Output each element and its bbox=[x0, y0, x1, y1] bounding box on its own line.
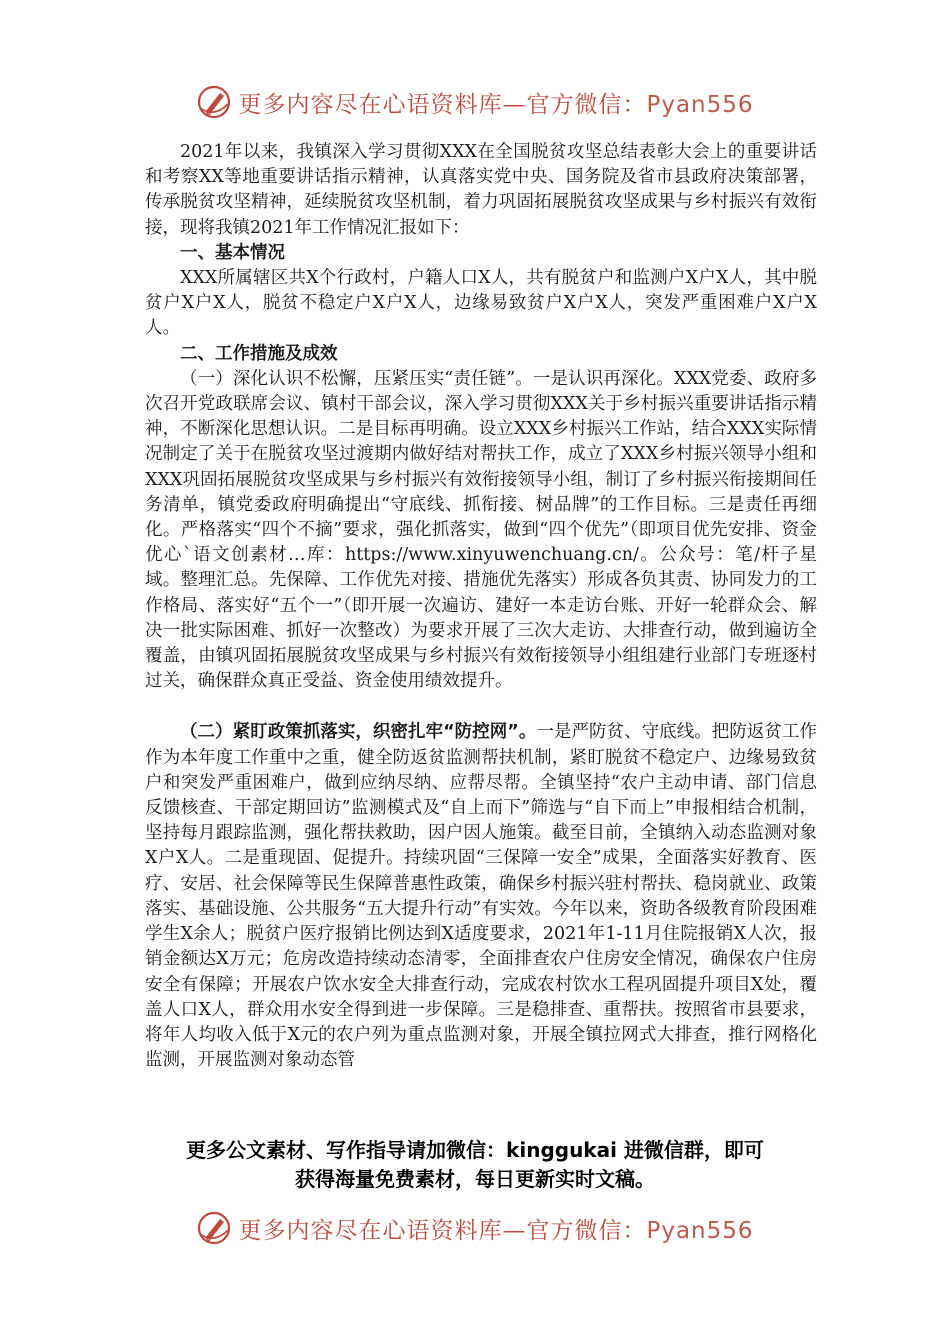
banner-text: 更多内容尽在心语资料库—官方微信：Pyan556 bbox=[238, 91, 754, 118]
measure-paragraph-2 bbox=[145, 720, 817, 1073]
banner-text: 更多内容尽在心语资料库—官方微信：Pyan556 bbox=[238, 1217, 754, 1244]
basic-situation-paragraph: XXX所属辖区共X个行政村，户籍人口X人，共有脱贫户和监测户X户X人，其中脱贫户X户X人，脱贫不稳定户X户X人，边缘易致贫户X户X人，突发严重困难户X户X人。 bbox=[145, 268, 817, 339]
wechat-notice bbox=[120, 1136, 830, 1194]
header-watermark-banner bbox=[0, 82, 950, 122]
document-body bbox=[145, 140, 817, 1073]
section-heading-measures: 二、工作措施及成效 bbox=[180, 343, 338, 364]
measure-paragraph-2-body: 一是严防贫、守底线。把防返贫工作作为本年度工作重中之重，健全防返贫监测帮扶机制，紧盯脱贫不稳定户、边缘易致贫户和突发严重困难户，做到应纳尽纳、应帮尽帮。全镇坚持“农户主动申请、部门信息反馈核查、干部定期回访”监测模式及“自上而下”筛选与“自下而上”申报相结合机制，坚持每月跟踪监测，强化帮扶救助，因户因人施策。截至目前，全镇纳入动态监测对象X户X人。二是重现固、促提升。持续巩固“三保障一安全”成果，全面落实好教育、医疗、安居、社会保障等民生保障普惠性政策，确保乡村振兴驻村帮扶、稳岗就业、政策落实、基础设施、公共服务“五大提升行动”有实效。今年以来，资助各级教育阶段困难学生X余人；脱贫户医疗报销比例达到X适度要求，2021年1-11月住院报销X人次，报销金额达X万元；危房改造持续动态清零，全面排查农户住房安全情况，确保农户住房安全有保障；开展农户饮水安全大排查行动，完成农村饮水工程巩固提升项目X处，覆盖人口X人，群众用水安全得到进一步保障。三是稳排查、重帮扶。按照省市县要求，将年人均收入低于X元的农户列为重点监测对象，开展全镇拉网式大排查，推行网格化监测，开展监测对象动态管 bbox=[145, 722, 817, 1071]
section-heading-basic-situation: 一、基本情况 bbox=[180, 242, 285, 263]
pen-circle-logo-icon bbox=[196, 1210, 232, 1246]
footer-watermark-banner bbox=[0, 1208, 950, 1248]
intro-paragraph: 2021年以来，我镇深入学习贯彻XXX在全国脱贫攻坚总结表彰大会上的重要讲话和考察XX等地重要讲话指示精神，认真落实党中央、国务院及省市县政府决策部署，传承脱贫攻坚精神，延续脱贫攻坚机制，着力巩固拓展脱贫攻坚成果与乡村振兴有效衔接，现将我镇2021年工作情况汇报如下： bbox=[145, 142, 817, 238]
measure-paragraph-2-heading: （二）紧盯政策抓落实，织密扎牢“防控网”。 bbox=[180, 722, 537, 743]
pen-circle-logo-icon bbox=[196, 84, 232, 120]
notice-line-2: 获得海量免费素材，每日更新实时文稿。 bbox=[295, 1167, 655, 1191]
measure-paragraph-1: （一）深化认识不松懈，压紧压实“责任链”。一是认识再深化。XXX党委、政府多次召开党政联席会议、镇村干部会议，深入学习贯彻XXX关于乡村振兴重要讲话指示精神，不断深化思想认识。二是目标再明确。设立XXX乡村振兴工作站，结合XXX实际情况制定了关于在脱贫攻坚过渡期内做好结对帮扶工作，成立了XXX乡村振兴领导小组和XXX巩固拓展脱贫攻坚成果与乡村振兴有效衔接领导小组，制订了乡村振兴衔接期间任务清单，镇党委政府明确提出“守底线、抓衔接、树品牌”的工作目标。三是责任再细化。严格落实“四个不摘”要求，强化抓落实，做到“四个优先”（即项目优先安排、资金优心`语文创素材…库：https://www.xinyuwenchuang.cn/。公众号：笔/杆子星域。整理汇总。先保障、工作优先对接、措施优先落实）形成各负其责、协同发力的工作格局、落实好“五个一”（即开展一次遍访、建好一本走访台账、开好一轮群众会、解决一批实际困难、抓好一次整改）为要求开展了三次大走访、大排查行动，做到遍访全覆盖，由镇巩固拓展脱贫攻坚成果与乡村振兴有效衔接领导小组组建行业部门专班逐村过关，确保群众真正受益、资金使用绩效提升。 bbox=[145, 368, 817, 692]
notice-line-1: 更多公文素材、写作指导请加微信：kinggukai 进微信群，即可 bbox=[186, 1138, 764, 1162]
